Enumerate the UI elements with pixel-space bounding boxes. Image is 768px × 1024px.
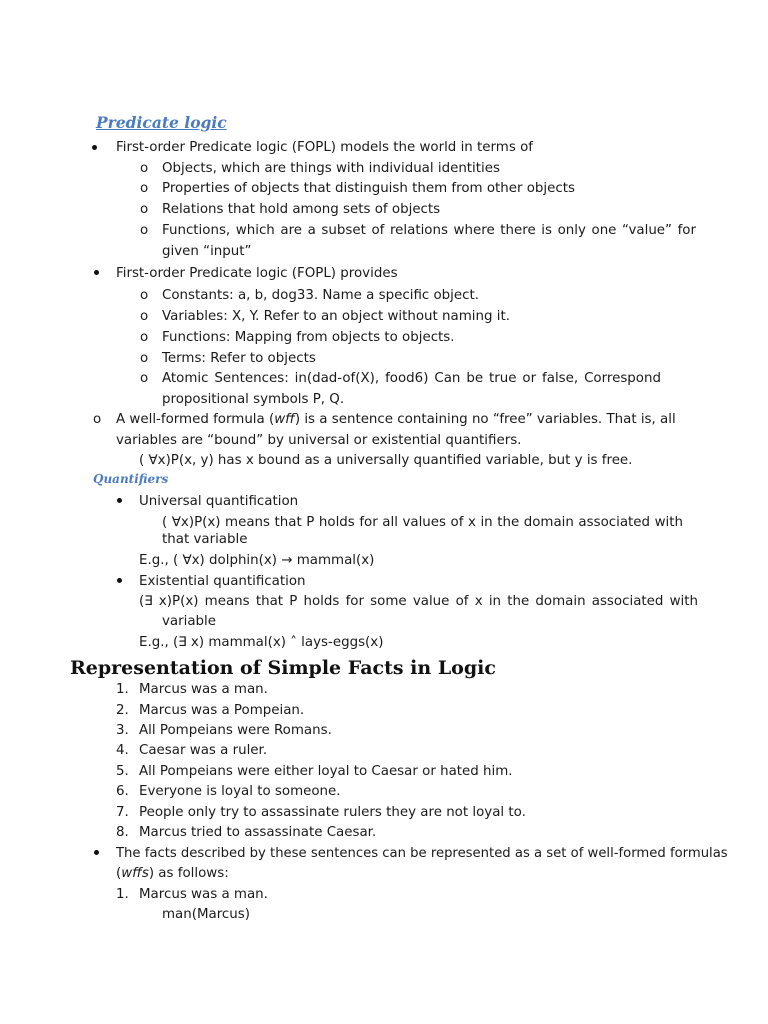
list-number: 6. <box>116 784 129 799</box>
circle-bullet-icon: o <box>140 161 149 176</box>
circle-bullet-icon: o <box>93 412 102 427</box>
list-number: 4. <box>116 743 129 758</box>
section-title-simple-facts: Representation of Simple Facts in Logic <box>70 657 496 679</box>
circle-bullet-icon: o <box>140 309 149 324</box>
list-item: Caesar was a ruler. <box>139 743 268 758</box>
wffs-intro-line-2: (wffs) as follows: <box>116 866 229 881</box>
fopl-models-item: Properties of objects that distinguish them from other objects <box>162 181 575 196</box>
existential-desc: (∃ x)P(x) means that P holds for some value of x in the domain associated with <box>139 594 698 609</box>
fopl-provides-item: Atomic Sentences: in(dad-of(X), food6) Can be true or false, Correspond <box>162 371 661 386</box>
list-item: All Pompeians were Romans. <box>139 723 332 738</box>
circle-bullet-icon: o <box>140 288 149 303</box>
universal-desc-continuation: that variable <box>162 532 248 547</box>
fopl-models-item: Objects, which are things with individual identities <box>162 161 500 176</box>
list-item: Marcus tried to assassinate Caesar. <box>139 825 377 840</box>
section-title-predicate-logic: Predicate logic <box>96 113 227 132</box>
existential-label: Existential quantification <box>139 574 306 589</box>
fopl-provides-intro: First-order Predicate logic (FOPL) provides <box>116 266 398 281</box>
list-item: Marcus was a Pompeian. <box>139 703 305 718</box>
list-item: Marcus was a man. <box>139 682 268 697</box>
formula: man(Marcus) <box>162 907 250 922</box>
existential-example: E.g., (∃ x) mammal(x) ˄ lays-eggs(x) <box>139 635 384 650</box>
bullet-icon <box>117 578 122 583</box>
bullet-icon <box>117 498 122 503</box>
fopl-provides-item: Terms: Refer to objects <box>162 351 316 366</box>
fopl-provides-item: Constants: a, b, dog33. Name a specific object. <box>162 288 480 303</box>
wff-line-2: variables are “bound” by universal or existential quantifiers. <box>116 433 522 448</box>
list-item: People only try to assassinate rulers they are not loyal to. <box>139 805 526 820</box>
fopl-models-intro: First-order Predicate logic (FOPL) models the world in terms of <box>116 140 533 155</box>
list-number: 2. <box>116 703 129 718</box>
list-item: Marcus was a man. <box>139 887 268 902</box>
list-item: Everyone is loyal to someone. <box>139 784 341 799</box>
wff-line-3: ( ∀x)P(x, y) has x bound as a universally quantified variable, but y is free. <box>139 453 633 468</box>
circle-bullet-icon: o <box>140 330 149 345</box>
fopl-models-item: Functions, which are a subset of relations where there is only one “value” for <box>162 223 696 238</box>
circle-bullet-icon: o <box>140 223 149 238</box>
list-number: 8. <box>116 825 129 840</box>
universal-label: Universal quantification <box>139 494 299 509</box>
bullet-icon <box>92 145 97 150</box>
circle-bullet-icon: o <box>140 351 149 366</box>
list-number: 3. <box>116 723 129 738</box>
list-item: All Pompeians were either loyal to Caesar or hated him. <box>139 764 513 779</box>
fopl-provides-item: Functions: Mapping from objects to objects. <box>162 330 455 345</box>
wffs-intro-line-1: The facts described by these sentences can be represented as a set of well-formed formulas <box>116 846 728 861</box>
bullet-icon <box>94 270 99 275</box>
existential-desc-continuation: variable <box>162 614 217 629</box>
fopl-models-item-continuation: given “input” <box>162 244 252 259</box>
list-number: 7. <box>116 805 129 820</box>
fopl-models-item: Relations that hold among sets of objects <box>162 202 441 217</box>
circle-bullet-icon: o <box>140 202 149 217</box>
circle-bullet-icon: o <box>140 181 149 196</box>
list-number: 1. <box>116 682 129 697</box>
quantifiers-heading: Quantifiers <box>93 472 169 486</box>
list-number: 5. <box>116 764 129 779</box>
fopl-provides-item: Variables: X, Y. Refer to an object without naming it. <box>162 309 510 324</box>
bullet-icon <box>94 850 99 855</box>
universal-example: E.g., ( ∀x) dolphin(x) → mammal(x) <box>139 553 375 568</box>
wff-line-1: A well-formed formula (wff) is a sentence containing no “free” variables. That is, all <box>116 412 676 427</box>
circle-bullet-icon: o <box>140 371 149 386</box>
universal-desc: ( ∀x)P(x) means that P holds for all values of x in the domain associated with <box>162 515 683 530</box>
fopl-provides-item-continuation: propositional symbols P, Q. <box>162 392 345 407</box>
list-number: 1. <box>116 887 129 902</box>
